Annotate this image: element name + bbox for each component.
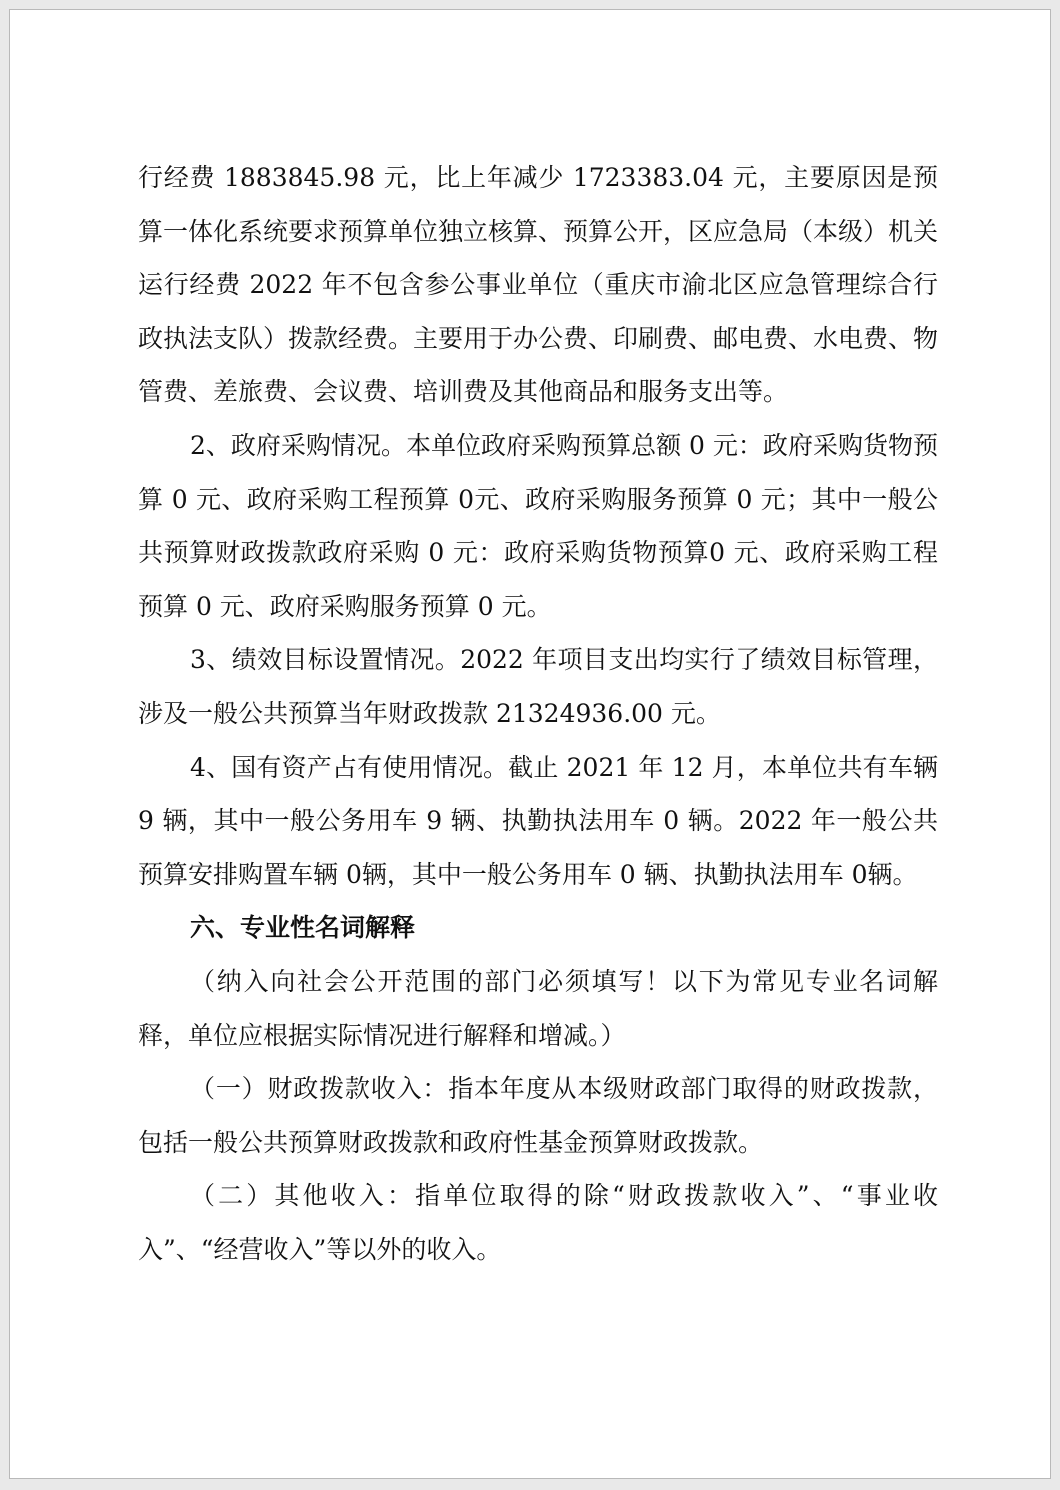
paragraph-performance-goals: 3、绩效目标设置情况。2022 年项目支出均实行了绩效目标管理，涉及一般公共预算当年财政拨款 21324936.00 元。 bbox=[138, 645, 938, 728]
paragraph-glossary-note: （纳入向社会公开范围的部门必须填写！以下为常见专业名词解释，单位应根据实际情况进行解释和增减。） bbox=[138, 966, 938, 1050]
document-body bbox=[138, 151, 938, 1276]
document-page bbox=[9, 9, 1051, 1479]
paragraph-other-income: （二）其他收入：指单位取得的除“财政拨款收入”、“事业收入”、“经营收入”等以外的收入。 bbox=[138, 1181, 938, 1264]
paragraph-fiscal-appropriation-income: （一）财政拨款收入：指本年度从本级财政部门取得的财政拨款，包括一般公共预算财政拨款和政府性基金预算财政拨款。 bbox=[138, 1074, 938, 1157]
paragraph-operating-expenses: 行经费 1883845.98 元，比上年减少 1723383.04 元，主要原因是预算一体化系统要求预算单位独立核算、预算公开，区应急局（本级）机关运行经费 2022 年不包含参公事业单位（重庆市渝北区应急管理综合行政执法支队）拨款经费。主要用于办公费、印刷费、邮电费、水电费、物管费、差旅费、会议费、培训费及其他商品和服务支出等。 bbox=[138, 163, 939, 407]
paragraph-government-procurement: 2、政府采购情况。本单位政府采购预算总额 0 元：政府采购货物预算 0 元、政府采购工程预算 0元、政府采购服务预算 0 元；其中一般公共预算财政拨款政府采购 0 元：政府采购货物预算0 元、政府采购工程预算 0 元、政府采购服务预算 0 元。 bbox=[138, 430, 938, 621]
section-heading: 六、专业性名词解释 bbox=[190, 913, 416, 943]
paragraph-state-assets: 4、国有资产占有使用情况。截止 2021 年 12 月，本单位共有车辆 9 辆，其中一般公务用车 9 辆、执勤执法用车 0 辆。2022 年一般公共预算安排购置车辆 0辆，其中一般公务用车 0 辆、执勤执法用车 0辆。 bbox=[138, 752, 938, 889]
